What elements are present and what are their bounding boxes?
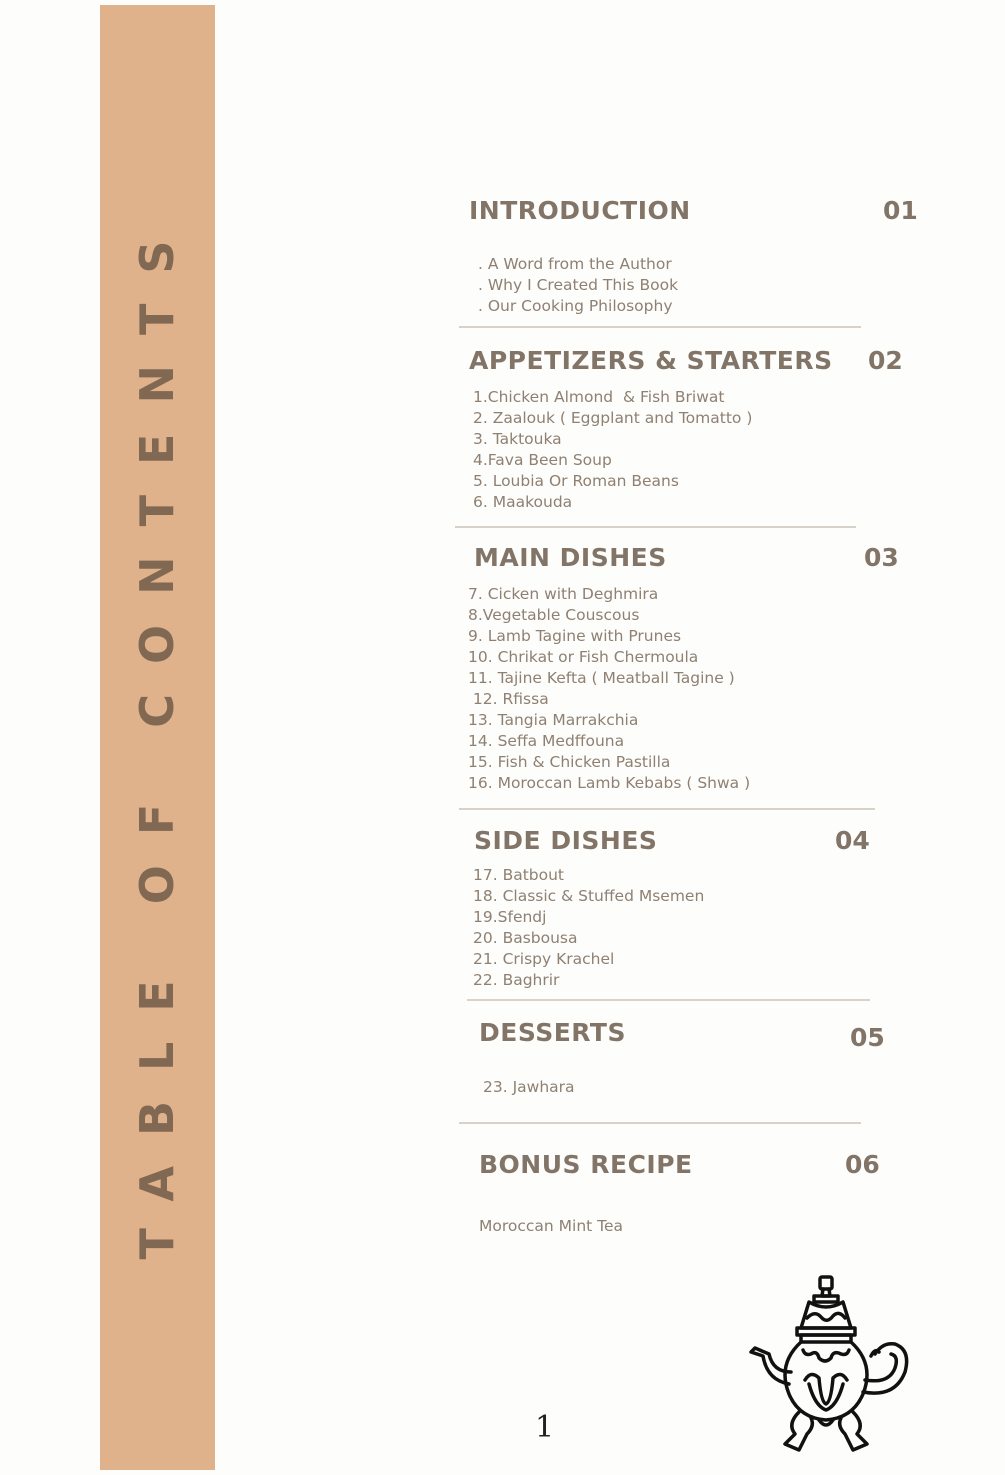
list-item: 13. Tangia Marrakchia xyxy=(468,711,639,729)
section-divider xyxy=(455,526,856,528)
list-item: . Why I Created This Book xyxy=(478,276,679,294)
section-heading-bonus-recipe: BONUS RECIPE xyxy=(479,1150,693,1179)
section-items-side-dishes xyxy=(473,865,704,991)
list-item: 7. Cicken with Deghmira xyxy=(468,585,659,603)
list-item: 22. Baghrir xyxy=(473,971,560,989)
list-item: 20. Basbousa xyxy=(473,929,578,947)
list-item: Moroccan Mint Tea xyxy=(479,1217,624,1235)
list-item: 19.Sfendj xyxy=(473,908,547,926)
list-item: 21. Crispy Krachel xyxy=(473,950,615,968)
section-items-desserts xyxy=(483,1077,575,1098)
list-item: 2. Zaalouk ( Eggplant and Tomatto ) xyxy=(473,409,753,427)
sidebar-title: TABLE OF CONTENTS xyxy=(130,210,184,1260)
list-item: . A Word from the Author xyxy=(478,255,672,273)
section-number-main-dishes: 03 xyxy=(864,543,899,572)
section-items-introduction xyxy=(478,254,678,317)
section-heading-main-dishes: MAIN DISHES xyxy=(474,543,667,572)
section-number-side-dishes: 04 xyxy=(835,826,870,855)
list-item: . Our Cooking Philosophy xyxy=(478,297,673,315)
list-item: 10. Chrikat or Fish Chermoula xyxy=(468,648,699,666)
section-items-appetizers xyxy=(473,387,752,513)
list-item: 14. Seffa Medffouna xyxy=(468,732,625,750)
section-number-introduction: 01 xyxy=(883,196,918,225)
list-item: 8.Vegetable Couscous xyxy=(468,606,640,624)
list-item: 16. Moroccan Lamb Kebabs ( Shwa ) xyxy=(468,774,751,792)
list-item: 1.Chicken Almond & Fish Briwat xyxy=(473,388,725,406)
section-heading-introduction: INTRODUCTION xyxy=(469,196,691,225)
section-number-appetizers: 02 xyxy=(868,346,903,375)
list-item: 6. Maakouda xyxy=(473,493,573,511)
section-number-bonus-recipe: 06 xyxy=(845,1150,880,1179)
section-items-bonus-recipe xyxy=(479,1216,623,1237)
list-item: 12. Rfissa xyxy=(468,690,549,708)
section-divider xyxy=(459,326,861,328)
list-item: 15. Fish & Chicken Pastilla xyxy=(468,753,671,771)
section-divider xyxy=(459,1122,861,1124)
list-item: 17. Batbout xyxy=(473,866,565,884)
section-divider xyxy=(467,999,870,1001)
section-heading-appetizers: APPETIZERS & STARTERS xyxy=(469,346,833,375)
list-item: 18. Classic & Stuffed Msemen xyxy=(473,887,705,905)
teapot-icon xyxy=(745,1272,917,1457)
section-items-main-dishes xyxy=(468,584,750,794)
list-item: 4.Fava Been Soup xyxy=(473,451,612,469)
list-item: 9. Lamb Tagine with Prunes xyxy=(468,627,682,645)
list-item: 11. Tajine Kefta ( Meatball Tagine ) xyxy=(468,669,735,687)
section-heading-desserts: DESSERTS xyxy=(479,1018,626,1047)
page-number: 1 xyxy=(535,1410,555,1445)
list-item: 23. Jawhara xyxy=(483,1078,575,1096)
list-item: 5. Loubia Or Roman Beans xyxy=(473,472,679,490)
section-number-desserts: 05 xyxy=(850,1023,885,1052)
section-divider xyxy=(459,808,875,810)
section-heading-side-dishes: SIDE DISHES xyxy=(474,826,658,855)
list-item: 3. Taktouka xyxy=(473,430,562,448)
